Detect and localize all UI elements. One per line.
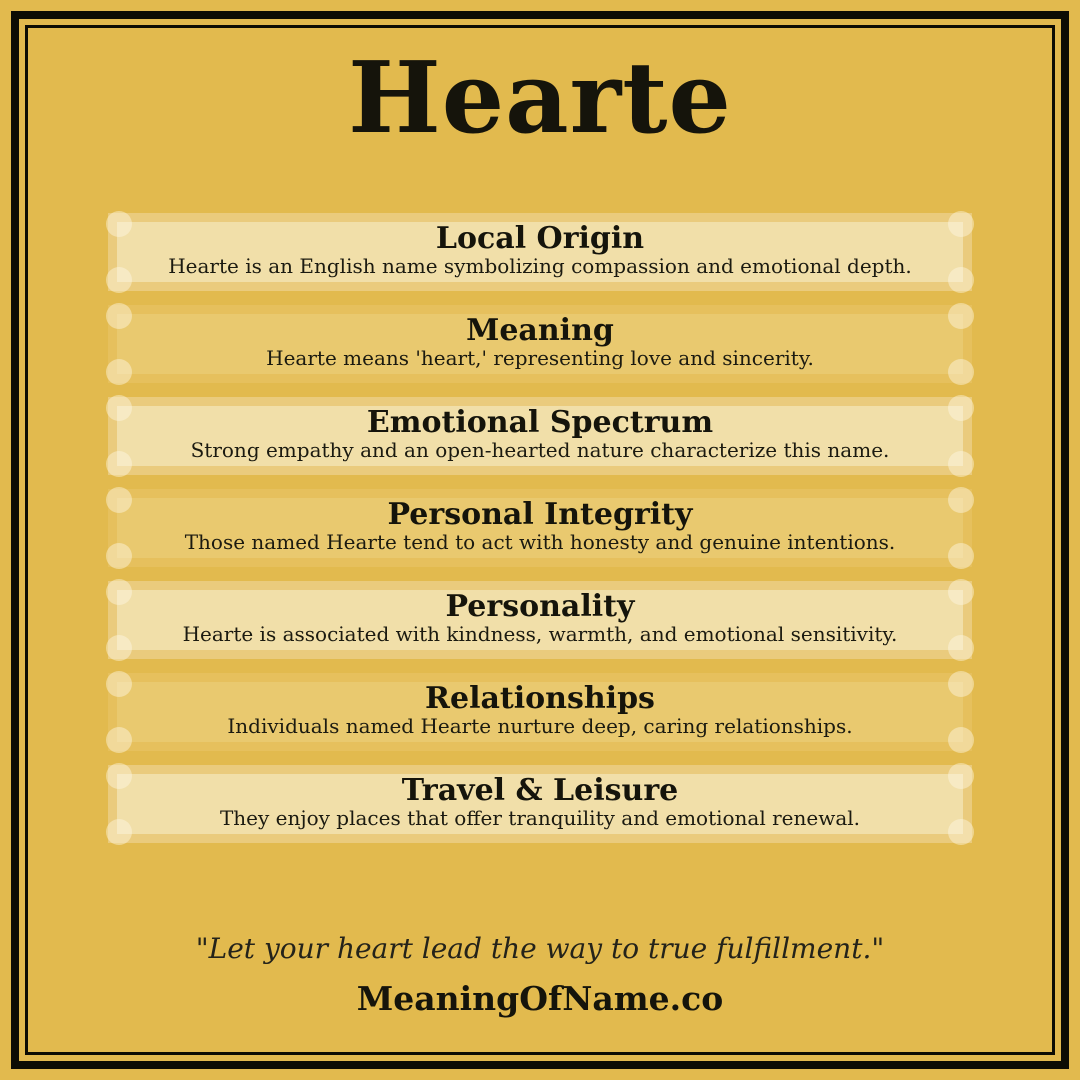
section-heading: Personality	[445, 589, 635, 624]
section-list	[108, 213, 972, 843]
section-heading: Meaning	[466, 313, 614, 348]
card-emotional-spectrum	[108, 397, 972, 475]
section-description: Those named Hearte tend to act with honesty and genuine intentions.	[184, 530, 896, 555]
section-description: Strong empathy and an open-hearted nature characterize this name.	[190, 438, 890, 463]
page-title: Hearte	[348, 41, 732, 156]
brand-name: MeaningOfName.co	[356, 979, 724, 1019]
section-description: Hearte is an English name symbolizing compassion and emotional depth.	[168, 254, 912, 279]
section-heading: Local Origin	[435, 221, 645, 256]
section-heading: Travel & Leisure	[401, 773, 679, 808]
card-relationships	[108, 673, 972, 751]
card-local-origin	[108, 213, 972, 291]
card-meaning	[108, 305, 972, 383]
section-description: Hearte means 'heart,' representing love and sincerity.	[266, 346, 814, 371]
poster-content	[28, 28, 1052, 1052]
card-travel-leisure	[108, 765, 972, 843]
section-heading: Emotional Spectrum	[366, 405, 714, 440]
section-description: They enjoy places that offer tranquility and emotional renewal.	[219, 806, 861, 831]
card-personal-integrity	[108, 489, 972, 567]
section-description: Individuals named Hearte nurture deep, caring relationships.	[227, 714, 853, 739]
section-description: Hearte is associated with kindness, warmth, and emotional sensitivity.	[182, 622, 898, 647]
section-heading: Personal Integrity	[387, 497, 693, 532]
section-heading: Relationships	[425, 681, 655, 716]
card-personality	[108, 581, 972, 659]
quote-text: "Let your heart lead the way to true fulfillment."	[195, 932, 885, 965]
